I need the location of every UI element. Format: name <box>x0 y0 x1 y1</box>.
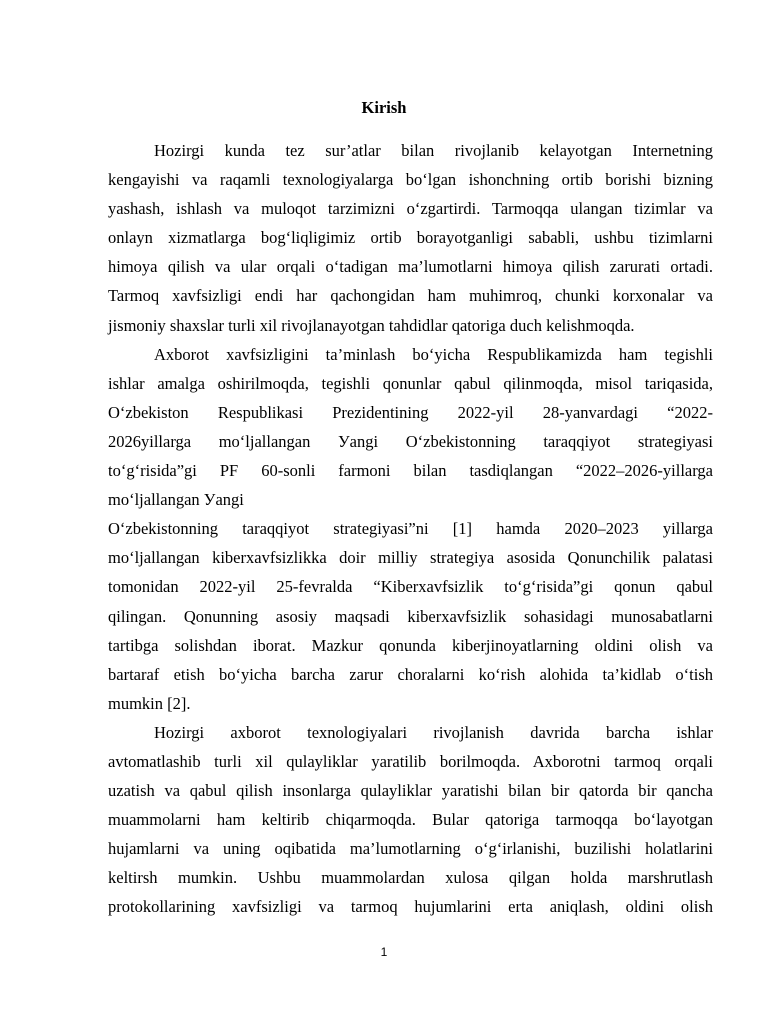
paragraph-line: tomonidan 2022-yil 25-fevralda “Kiberxavfsizlik to‘g‘risida”gi qonun qabul <box>108 577 713 597</box>
paragraph-line: mo‘ljallangan kiberxavfsizlikka doir milliy strategiya asosida Qonunchilik palatasi <box>108 548 713 568</box>
paragraph-line: mo‘ljallangan Уangi <box>108 490 244 510</box>
paragraph-line: Axborot xavfsizligini ta’minlash bo‘yicha Respublikamizda ham tegishli <box>154 344 713 364</box>
paragraph-line: Hozirgi axborot texnologiyalari rivojlanish davrida barcha ishlar <box>154 722 713 742</box>
paragraph-line: protokollarining xavfsizligi va tarmoq hujumlarini erta aniqlash, oldini olish <box>108 897 713 917</box>
paragraph-line: 2026yillarga mo‘ljallangan Уangi O‘zbekistonning taraqqiyot strategiyasi <box>108 431 713 451</box>
paragraph-line: tartibga solishdan iborat. Mazkur qonunda kiberjinoyatlarning oldini olish va <box>108 635 713 655</box>
paragraph-line: kengayishi va raqamli texnologiyalarga bo‘lgan ishonchning ortib borishi bizning <box>108 170 713 190</box>
paragraph-line: yashash, ishlash va muloqot tarzimizni o‘zgartirdi. Tarmoqqa ulangan tizimlar va <box>108 199 713 219</box>
paragraph-line: Hozirgi kunda tez sur’atlar bilan rivojlanib kelayotgan Internetning <box>154 141 713 160</box>
paragraph-line: bartaraf etish bo‘yicha barcha zarur choralarni ko‘rish alohida ta’kidlab o‘tish <box>108 664 713 684</box>
paragraph-1 <box>108 136 713 340</box>
paragraph-line: O‘zbekiston Respublikasi Prezidentining 2022-yil 28-yanvardagi “2022- <box>108 402 713 422</box>
page-title: Kirish <box>361 98 407 117</box>
paragraph-2 <box>108 340 713 515</box>
body-text <box>108 136 713 922</box>
paragraph-line: Tarmoq xavfsizligi endi har qachongidan ham muhimroq, chunki korxonalar va <box>108 286 713 306</box>
paragraph-3 <box>108 514 713 718</box>
paragraph-line: keltirsh mumkin. Ushbu muammolardan xulosa qilgan holda marshrutlash <box>108 868 713 888</box>
paragraph-line: avtomatlashib turli xil qulayliklar yaratilib borilmoqda. Axborotni tarmoq orqali <box>108 751 713 771</box>
paragraph-line: onlayn xizmatlarga bog‘liqligimiz ortib borayotganligi sababli, ushbu tizimlarni <box>108 228 713 248</box>
paragraph-line: uzatish va qabul qilish insonlarga qulayliklar yaratishi bilan bir qatorda bir qancha <box>108 781 713 801</box>
paragraph-line: jismoniy shaxslar turli xil rivojlanayotgan tahdidlar qatoriga duch kelishmoqda. <box>108 315 635 335</box>
paragraph-line: himoya qilish va ular orqali o‘tadigan ma’lumotlarni himoya qilish zarurati ortadi. <box>108 257 713 277</box>
paragraph-line: to‘g‘risida”gi PF 60-sonli farmoni bilan tasdiqlangan “2022–2026-yillarga <box>108 461 713 481</box>
paragraph-line: muammolarni ham keltirib chiqarmoqda. Bular qatoriga tarmoqqa bo‘layotgan <box>108 810 713 830</box>
paragraph-line: ishlar amalga oshirilmoqda, tegishli qonunlar qabul qilinmoqda, misol tariqasida, <box>108 373 713 393</box>
paragraph-line: mumkin [2]. <box>108 693 191 713</box>
page-number: 1 <box>380 945 388 959</box>
paragraph-line: qilingan. Qonunning asosiy maqsadi kiberxavfsizlik sohasidagi munosabatlarni <box>108 606 713 626</box>
paragraph-line: hujamlarni va uning oqibatida ma’lumotlarning o‘g‘irlanishi, buzilishi holatlarini <box>108 839 713 859</box>
paragraph-4 <box>108 718 713 922</box>
paragraph-line: O‘zbekistonning taraqqiyot strategiyasi”ni [1] hamda 2020–2023 yillarga <box>108 519 713 539</box>
